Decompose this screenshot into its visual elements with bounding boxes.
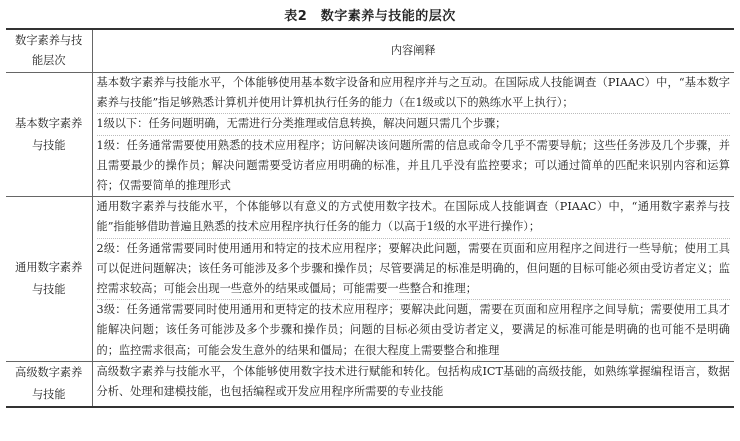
table-row-basic xyxy=(6,73,734,197)
advanced-para-definition: 高级数字素养与技能水平，个体能够使用数字技术进行赋能和转化。包括构成ICT基础的高级技能，如熟练掌握编程语言，数据分析、处理和建模技能，也包括编程或开发应用程序所需要的专业技能 xyxy=(96,364,730,399)
content-cell-basic xyxy=(92,73,734,197)
content-cell-general xyxy=(92,197,734,362)
level-column-header: 数字素养与技能层次 xyxy=(6,29,92,73)
content-column-header: 内容阐释 xyxy=(390,43,436,57)
table-row-advanced xyxy=(6,361,734,407)
basic-para-below-level1: 1级以下：任务问题明确，无需进行分类推理或信息转换，解决问题只需几个步骤； xyxy=(97,114,731,135)
level-cell-basic: 基本数字素养与技能 xyxy=(6,73,92,197)
general-para-definition: 通用数字素养与技能水平，个体能够以有意义的方式使用数字技术。在国际成人技能调查（PIAAC）中，“通用数字素养与技能”指能够借助普遍且熟悉的技术应用程序执行任务的能力（以高于1级的水平进行操作）； xyxy=(97,197,731,238)
level-cell-general: 通用数字素养与技能 xyxy=(6,197,92,362)
content-cell-advanced xyxy=(92,361,734,407)
basic-para-level1: 1级：任务通常需要使用熟悉的技术应用程序；访问解决该问题所需的信息或命令几乎不需要导航；这些任务涉及几个步骤，并且需要最少的操作员；解决问题需要受访者应用明确的标准，并且几乎没有监控要求；可以通过简单的匹配来识别内容和运算符；仅需要简单的推理形式 xyxy=(96,138,730,193)
skills-levels-table xyxy=(6,28,734,408)
level-cell-advanced: 高级数字素养与技能 xyxy=(6,361,92,407)
table-title: 表2 数字素养与技能的层次 xyxy=(284,9,456,24)
table-header-row xyxy=(6,29,734,73)
table-row-general xyxy=(6,197,734,362)
general-para-level2: 2级：任务通常需要同时使用通用和特定的技术应用程序；要解决此问题，需要在页面和应用程序之间进行一些导航；使用工具可以促进问题解决；该任务可能涉及多个步骤和操作员；尽管要满足的标准是明确的，但问题的目标可能必须由受访者定义；监控需求较高；可能会出现一些意外的结果或僵局；可能需要一些整合和推理； xyxy=(97,239,731,301)
general-para-level3: 3级：任务通常需要同时使用通用和更特定的技术应用程序；要解决此问题，需要在页面和应用程序之间导航；需要使用工具才能解决问题；该任务可能涉及多个步骤和操作员；问题的目标必须由受访者定义，要满足的标准可能是明确的也可能不是明确的；监控需求很高；可能会发生意外的结果和僵局；在很大程度上需要整合和推理 xyxy=(96,303,730,357)
basic-para-definition: 基本数字素养与技能水平，个体能够使用基本数字设备和应用程序并与之互动。在国际成人技能调查（PIAAC）中，“基本数字素养与技能”指足够熟悉计算机并使用计算机执行任务的能力（在1级或以下的熟练水平上执行）； xyxy=(97,73,731,114)
